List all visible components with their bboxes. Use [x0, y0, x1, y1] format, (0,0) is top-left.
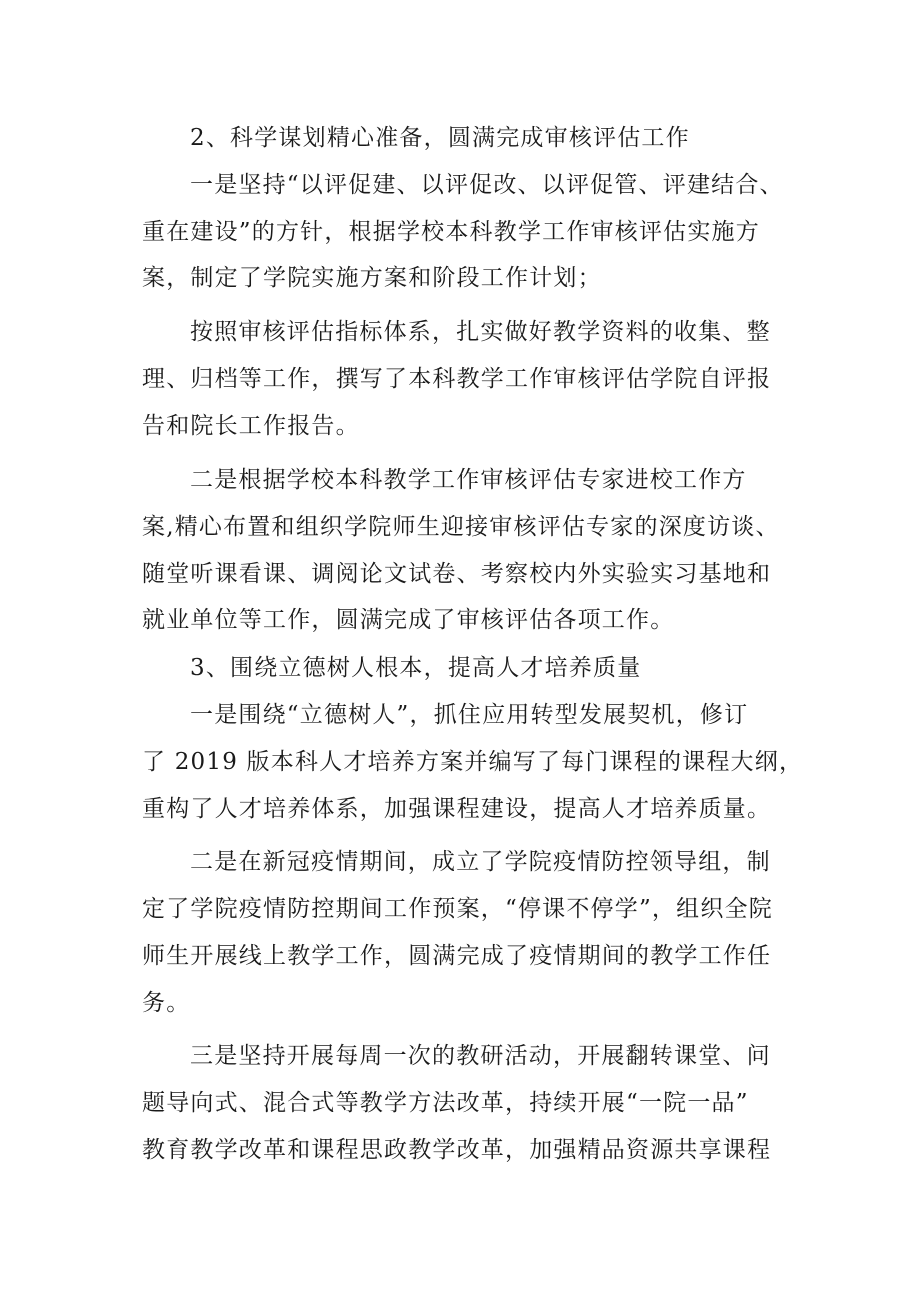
paragraph-line: 二是在新冠疫情期间，成立了学院疫情防控领导组，制 [190, 849, 771, 875]
paragraph-line: 重构了人才培养体系，加强课程建设，提高人才培养质量。 [142, 796, 772, 822]
paragraph-line: 案,精心布置和组织学院师生迎接审核评估专家的深度访谈、 [142, 514, 780, 540]
paragraph-line: 就业单位等工作，圆满完成了审核评估各项工作。 [142, 607, 675, 633]
paragraph-line: 三是坚持开展每周一次的教研活动，开展翻转课堂、问 [190, 1043, 771, 1069]
paragraph-line: 随堂听课看课、调阅论文试卷、考察校内外实验实习基地和 [142, 561, 772, 587]
section-heading-3: 3、围绕立德树人根本，提高人才培养质量 [190, 655, 642, 681]
paragraph-line: 重在建设”的方针，根据学校本科教学工作审核评估实施方 [142, 219, 760, 245]
paragraph-line: 教育教学改革和课程思政教学改革，加强精品资源共享课程 [142, 1137, 772, 1163]
paragraph-line: 一是围绕“立德树人”，抓住应用转型发展契机，修订 [190, 702, 749, 728]
paragraph-line: 一是坚持“以评促建、以评促改、以评促管、评建结合、 [190, 172, 784, 198]
paragraph-line: 务。 [142, 990, 191, 1016]
paragraph-line: 告和院长工作报告。 [142, 413, 360, 439]
paragraph-line: 案，制定了学院实施方案和阶段工作计划； [142, 265, 602, 291]
paragraph-line: 定了学院疫情防控期间工作预案，“停课不停学”，组织全院 [142, 896, 773, 922]
paragraph-line: 题导向式、混合式等教学方法改革，持续开展“一院一品” [142, 1090, 749, 1116]
paragraph-line: 了 2019 版本科人才培养方案并编写了每门课程的课程大纲， [142, 749, 804, 775]
paragraph-line: 二是根据学校本科教学工作审核评估专家进校工作方 [190, 467, 747, 493]
paragraph-line: 理、归档等工作，撰写了本科教学工作审核评估学院自评报 [142, 366, 772, 392]
paragraph-line: 师生开展线上教学工作，圆满完成了疫情期间的教学工作任 [142, 943, 772, 969]
paragraph-line: 按照审核评估指标体系，扎实做好教学资料的收集、整 [190, 319, 771, 345]
section-heading-2: 2、科学谋划精心准备，圆满完成审核评估工作 [190, 125, 690, 151]
